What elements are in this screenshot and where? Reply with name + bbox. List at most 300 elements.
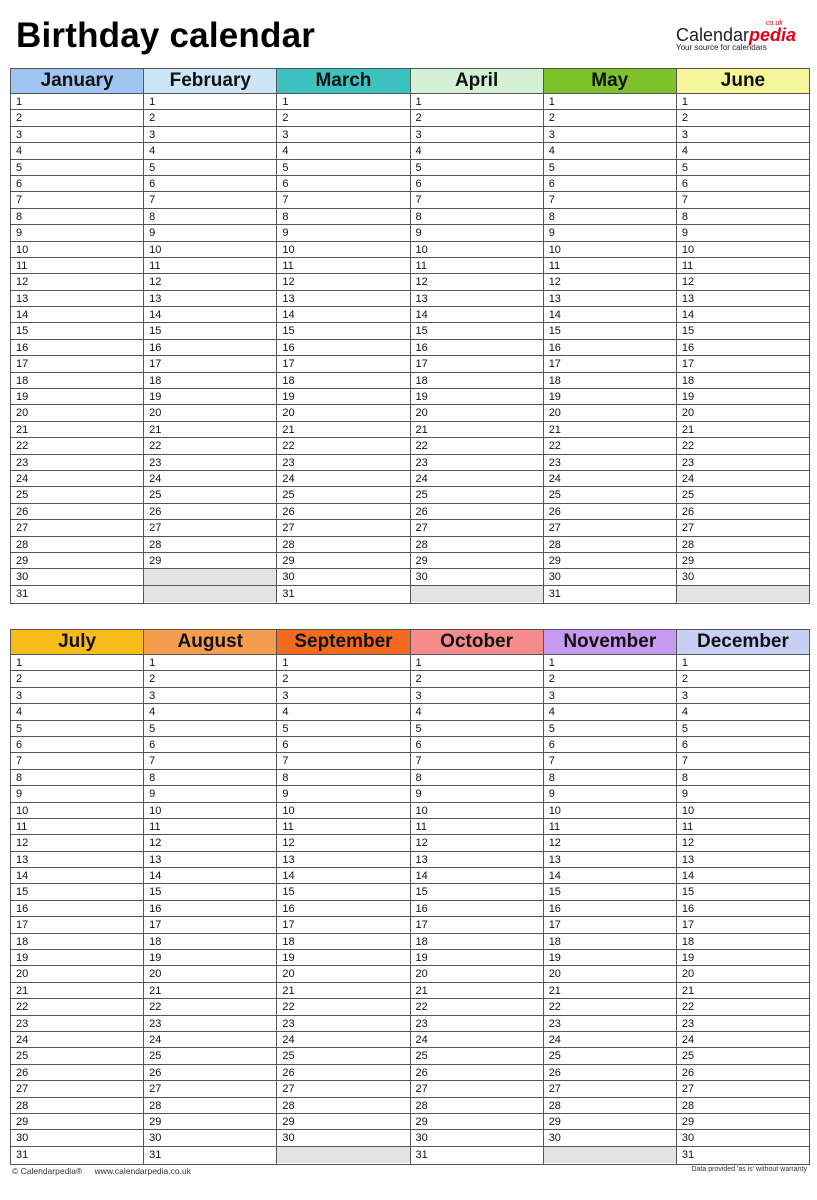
day-cell[interactable]: 13 xyxy=(11,291,143,307)
day-cell[interactable]: 16 xyxy=(411,901,543,917)
day-cell[interactable]: 16 xyxy=(544,901,676,917)
day-cell[interactable]: 2 xyxy=(677,671,809,687)
day-cell[interactable]: 18 xyxy=(277,934,409,950)
day-cell[interactable]: 29 xyxy=(544,553,676,569)
day-cell[interactable]: 12 xyxy=(411,835,543,851)
day-cell[interactable]: 12 xyxy=(11,835,143,851)
day-cell[interactable]: 23 xyxy=(144,1016,276,1032)
day-cell[interactable]: 9 xyxy=(677,225,809,241)
day-cell[interactable]: 15 xyxy=(677,884,809,900)
day-cell[interactable]: 31 xyxy=(16,587,29,600)
day-cell[interactable]: 11 xyxy=(677,819,809,835)
day-cell[interactable]: 5 xyxy=(411,721,543,737)
day-cell[interactable]: 20 xyxy=(277,966,409,982)
day-cell[interactable]: 1 xyxy=(544,94,676,110)
day-cell[interactable]: 29 xyxy=(544,1114,676,1130)
day-cell[interactable]: 26 xyxy=(11,504,143,520)
day-cell[interactable]: 7 xyxy=(11,753,143,769)
day-cell[interactable]: 30 xyxy=(411,569,543,585)
day-cell[interactable]: 16 xyxy=(411,340,543,356)
day-cell[interactable]: 5 xyxy=(144,160,276,176)
day-cell[interactable]: 26 xyxy=(144,504,276,520)
day-cell[interactable]: 17 xyxy=(677,917,809,933)
day-cell[interactable]: 12 xyxy=(677,274,809,290)
day-cell[interactable]: 25 xyxy=(411,1048,543,1064)
day-cell[interactable]: 15 xyxy=(411,884,543,900)
day-cell[interactable]: 28 xyxy=(411,1098,543,1114)
day-cell[interactable]: 23 xyxy=(411,1016,543,1032)
day-cell[interactable]: 9 xyxy=(277,225,409,241)
day-cell[interactable]: 1 xyxy=(544,655,676,671)
day-cell[interactable]: 19 xyxy=(11,950,143,966)
day-cell[interactable]: 9 xyxy=(544,225,676,241)
day-cell[interactable]: 18 xyxy=(677,934,809,950)
day-cell[interactable]: 5 xyxy=(411,160,543,176)
day-cell[interactable]: 30 xyxy=(144,1130,276,1146)
day-cell[interactable]: 19 xyxy=(544,950,676,966)
day-cell[interactable]: 28 xyxy=(544,1098,676,1114)
day-cell[interactable]: 28 xyxy=(277,1098,409,1114)
day-cell[interactable]: 13 xyxy=(544,852,676,868)
day-cell[interactable]: 29 xyxy=(11,553,143,569)
day-cell[interactable]: 6 xyxy=(544,737,676,753)
footer-website-link[interactable]: www.calendarpedia.co.uk xyxy=(94,1166,191,1176)
day-cell[interactable]: 30 xyxy=(277,569,409,585)
day-cell[interactable]: 3 xyxy=(11,688,143,704)
day-cell[interactable]: 6 xyxy=(544,176,676,192)
day-cell[interactable]: 19 xyxy=(144,950,276,966)
day-cell[interactable]: 14 xyxy=(411,868,543,884)
day-cell[interactable]: 31 xyxy=(415,1148,428,1161)
day-cell[interactable]: 17 xyxy=(144,917,276,933)
day-cell[interactable]: 17 xyxy=(544,917,676,933)
day-cell[interactable]: 11 xyxy=(277,819,409,835)
day-cell[interactable]: 24 xyxy=(411,471,543,487)
day-cell[interactable]: 16 xyxy=(277,901,409,917)
day-cell[interactable]: 7 xyxy=(411,753,543,769)
day-cell[interactable]: 9 xyxy=(144,225,276,241)
day-cell[interactable]: 21 xyxy=(544,422,676,438)
day-cell[interactable]: 20 xyxy=(544,405,676,421)
day-cell[interactable]: 18 xyxy=(11,934,143,950)
day-cell[interactable]: 1 xyxy=(677,94,809,110)
day-cell[interactable]: 27 xyxy=(677,1081,809,1097)
day-cell[interactable]: 15 xyxy=(144,884,276,900)
day-cell[interactable]: 26 xyxy=(411,1065,543,1081)
day-cell[interactable]: 24 xyxy=(11,1032,143,1048)
day-cell[interactable]: 31 xyxy=(16,1148,29,1161)
day-cell[interactable]: 4 xyxy=(677,143,809,159)
day-cell[interactable]: 25 xyxy=(677,487,809,503)
day-cell[interactable]: 3 xyxy=(411,688,543,704)
day-cell[interactable]: 16 xyxy=(144,901,276,917)
day-cell[interactable]: 28 xyxy=(144,537,276,553)
day-cell[interactable]: 16 xyxy=(544,340,676,356)
day-cell[interactable]: 19 xyxy=(544,389,676,405)
day-cell[interactable]: 20 xyxy=(677,405,809,421)
day-cell[interactable]: 12 xyxy=(677,835,809,851)
day-cell[interactable]: 22 xyxy=(544,999,676,1015)
day-cell[interactable]: 3 xyxy=(277,127,409,143)
day-cell[interactable]: 24 xyxy=(277,1032,409,1048)
day-cell[interactable]: 21 xyxy=(411,983,543,999)
day-cell[interactable]: 8 xyxy=(411,209,543,225)
day-cell[interactable]: 1 xyxy=(277,94,409,110)
day-cell[interactable]: 8 xyxy=(544,770,676,786)
day-cell[interactable]: 13 xyxy=(277,852,409,868)
day-cell[interactable]: 16 xyxy=(11,901,143,917)
day-cell[interactable]: 10 xyxy=(144,242,276,258)
day-cell[interactable]: 21 xyxy=(277,422,409,438)
day-cell[interactable]: 12 xyxy=(11,274,143,290)
day-cell[interactable]: 21 xyxy=(677,983,809,999)
day-cell[interactable]: 5 xyxy=(677,160,809,176)
day-cell[interactable]: 13 xyxy=(411,291,543,307)
day-cell[interactable]: 8 xyxy=(144,209,276,225)
day-cell[interactable]: 18 xyxy=(144,373,276,389)
day-cell[interactable]: 21 xyxy=(544,983,676,999)
day-cell[interactable]: 20 xyxy=(411,966,543,982)
day-cell[interactable]: 2 xyxy=(677,110,809,126)
day-cell[interactable]: 7 xyxy=(277,753,409,769)
day-cell[interactable]: 4 xyxy=(11,704,143,720)
day-cell[interactable]: 23 xyxy=(544,1016,676,1032)
day-cell[interactable]: 25 xyxy=(544,1048,676,1064)
day-cell[interactable]: 16 xyxy=(677,901,809,917)
day-cell[interactable]: 1 xyxy=(411,655,543,671)
day-cell[interactable]: 17 xyxy=(11,917,143,933)
day-cell[interactable]: 12 xyxy=(411,274,543,290)
day-cell[interactable]: 25 xyxy=(544,487,676,503)
day-cell[interactable]: 28 xyxy=(11,1098,143,1114)
day-cell[interactable]: 4 xyxy=(11,143,143,159)
day-cell[interactable]: 26 xyxy=(11,1065,143,1081)
day-cell[interactable]: 2 xyxy=(544,671,676,687)
day-cell[interactable]: 9 xyxy=(277,786,409,802)
day-cell[interactable]: 8 xyxy=(677,209,809,225)
day-cell[interactable]: 29 xyxy=(677,1114,809,1130)
day-cell[interactable]: 22 xyxy=(544,438,676,454)
day-cell[interactable]: 30 xyxy=(544,1130,676,1146)
day-cell[interactable]: 13 xyxy=(677,852,809,868)
day-cell[interactable]: 22 xyxy=(277,438,409,454)
day-cell[interactable]: 23 xyxy=(677,455,809,471)
day-cell[interactable]: 11 xyxy=(11,258,143,274)
day-cell[interactable]: 24 xyxy=(677,1032,809,1048)
day-cell[interactable]: 11 xyxy=(411,258,543,274)
day-cell[interactable]: 15 xyxy=(144,323,276,339)
day-cell[interactable]: 15 xyxy=(11,323,143,339)
day-cell[interactable]: 24 xyxy=(544,471,676,487)
day-cell[interactable]: 29 xyxy=(677,553,809,569)
day-cell[interactable]: 18 xyxy=(411,373,543,389)
day-cell[interactable]: 24 xyxy=(677,471,809,487)
day-cell[interactable]: 28 xyxy=(677,537,809,553)
day-cell[interactable]: 29 xyxy=(411,1114,543,1130)
day-cell[interactable]: 21 xyxy=(677,422,809,438)
day-cell[interactable]: 18 xyxy=(411,934,543,950)
day-cell[interactable]: 2 xyxy=(277,110,409,126)
day-cell[interactable]: 10 xyxy=(277,242,409,258)
day-cell[interactable]: 25 xyxy=(144,487,276,503)
day-cell[interactable]: 31 xyxy=(282,587,295,600)
day-cell[interactable]: 19 xyxy=(277,950,409,966)
day-cell[interactable]: 5 xyxy=(144,721,276,737)
day-cell[interactable]: 12 xyxy=(144,274,276,290)
day-cell[interactable]: 30 xyxy=(11,1130,143,1146)
day-cell[interactable]: 9 xyxy=(11,786,143,802)
day-cell[interactable]: 17 xyxy=(11,356,143,372)
day-cell[interactable]: 26 xyxy=(677,1065,809,1081)
day-cell[interactable]: 4 xyxy=(411,704,543,720)
day-cell[interactable]: 30 xyxy=(11,569,143,585)
day-cell[interactable]: 10 xyxy=(544,803,676,819)
day-cell[interactable]: 3 xyxy=(544,688,676,704)
day-cell[interactable]: 2 xyxy=(11,110,143,126)
day-cell[interactable]: 10 xyxy=(411,803,543,819)
day-cell[interactable]: 2 xyxy=(544,110,676,126)
day-cell[interactable]: 29 xyxy=(11,1114,143,1130)
day-cell[interactable]: 8 xyxy=(144,770,276,786)
day-cell[interactable]: 2 xyxy=(411,110,543,126)
day-cell[interactable]: 30 xyxy=(411,1130,543,1146)
day-cell[interactable]: 3 xyxy=(677,127,809,143)
day-cell[interactable]: 16 xyxy=(144,340,276,356)
day-cell[interactable]: 27 xyxy=(11,1081,143,1097)
day-cell[interactable]: 21 xyxy=(144,983,276,999)
day-cell[interactable]: 30 xyxy=(544,569,676,585)
day-cell[interactable]: 3 xyxy=(544,127,676,143)
day-cell[interactable]: 23 xyxy=(544,455,676,471)
day-cell[interactable]: 7 xyxy=(144,192,276,208)
day-cell[interactable]: 31 xyxy=(548,587,561,600)
day-cell[interactable]: 5 xyxy=(277,160,409,176)
day-cell[interactable]: 27 xyxy=(677,520,809,536)
day-cell[interactable]: 20 xyxy=(11,966,143,982)
day-cell[interactable]: 23 xyxy=(277,1016,409,1032)
day-cell[interactable]: 26 xyxy=(277,504,409,520)
day-cell[interactable]: 7 xyxy=(544,753,676,769)
day-cell[interactable]: 14 xyxy=(144,307,276,323)
day-cell[interactable]: 25 xyxy=(11,1048,143,1064)
day-cell[interactable]: 21 xyxy=(411,422,543,438)
day-cell[interactable]: 6 xyxy=(677,176,809,192)
day-cell[interactable]: 29 xyxy=(277,1114,409,1130)
day-cell[interactable]: 24 xyxy=(277,471,409,487)
day-cell[interactable]: 27 xyxy=(411,520,543,536)
day-cell[interactable]: 4 xyxy=(277,704,409,720)
day-cell[interactable]: 31 xyxy=(681,1148,695,1161)
day-cell[interactable]: 4 xyxy=(144,704,276,720)
day-cell[interactable]: 26 xyxy=(411,504,543,520)
day-cell[interactable]: 17 xyxy=(411,356,543,372)
day-cell[interactable]: 20 xyxy=(677,966,809,982)
day-cell[interactable]: 25 xyxy=(277,1048,409,1064)
day-cell[interactable]: 7 xyxy=(544,192,676,208)
day-cell[interactable]: 22 xyxy=(144,438,276,454)
day-cell[interactable]: 27 xyxy=(411,1081,543,1097)
day-cell[interactable]: 17 xyxy=(411,917,543,933)
day-cell[interactable]: 9 xyxy=(411,225,543,241)
day-cell[interactable]: 2 xyxy=(277,671,409,687)
day-cell[interactable]: 5 xyxy=(544,721,676,737)
day-cell[interactable]: 15 xyxy=(277,884,409,900)
day-cell[interactable]: 28 xyxy=(677,1098,809,1114)
day-cell[interactable]: 8 xyxy=(277,209,409,225)
day-cell[interactable]: 10 xyxy=(411,242,543,258)
day-cell[interactable]: 23 xyxy=(11,1016,143,1032)
day-cell[interactable]: 8 xyxy=(411,770,543,786)
day-cell[interactable]: 29 xyxy=(144,1114,276,1130)
day-cell[interactable]: 27 xyxy=(277,1081,409,1097)
day-cell[interactable]: 7 xyxy=(144,753,276,769)
day-cell[interactable]: 17 xyxy=(677,356,809,372)
day-cell[interactable]: 12 xyxy=(144,835,276,851)
day-cell[interactable]: 11 xyxy=(144,819,276,835)
day-cell[interactable]: 27 xyxy=(144,520,276,536)
day-cell[interactable]: 23 xyxy=(11,455,143,471)
day-cell[interactable]: 1 xyxy=(11,94,143,110)
day-cell[interactable]: 7 xyxy=(277,192,409,208)
day-cell[interactable]: 21 xyxy=(144,422,276,438)
day-cell[interactable]: 24 xyxy=(411,1032,543,1048)
day-cell[interactable]: 24 xyxy=(144,471,276,487)
day-cell[interactable]: 25 xyxy=(11,487,143,503)
day-cell[interactable]: 9 xyxy=(11,225,143,241)
day-cell[interactable]: 26 xyxy=(277,1065,409,1081)
day-cell[interactable]: 18 xyxy=(544,934,676,950)
day-cell[interactable]: 1 xyxy=(144,94,276,110)
day-cell[interactable]: 1 xyxy=(411,94,543,110)
day-cell[interactable]: 24 xyxy=(144,1032,276,1048)
day-cell[interactable]: 16 xyxy=(277,340,409,356)
day-cell[interactable]: 12 xyxy=(544,835,676,851)
day-cell[interactable]: 27 xyxy=(544,1081,676,1097)
day-cell[interactable]: 1 xyxy=(677,655,809,671)
day-cell[interactable]: 11 xyxy=(677,258,809,274)
day-cell[interactable]: 7 xyxy=(677,753,809,769)
day-cell[interactable]: 19 xyxy=(411,950,543,966)
day-cell[interactable]: 11 xyxy=(144,258,276,274)
day-cell[interactable]: 15 xyxy=(411,323,543,339)
day-cell[interactable]: 4 xyxy=(677,704,809,720)
day-cell[interactable]: 14 xyxy=(677,868,809,884)
day-cell[interactable]: 14 xyxy=(544,307,676,323)
day-cell[interactable]: 12 xyxy=(277,274,409,290)
day-cell[interactable]: 6 xyxy=(411,737,543,753)
day-cell[interactable]: 18 xyxy=(11,373,143,389)
day-cell[interactable]: 24 xyxy=(544,1032,676,1048)
day-cell[interactable]: 1 xyxy=(144,655,276,671)
day-cell[interactable]: 23 xyxy=(411,455,543,471)
day-cell[interactable]: 5 xyxy=(277,721,409,737)
day-cell[interactable]: 6 xyxy=(277,176,409,192)
day-cell[interactable]: 2 xyxy=(144,110,276,126)
day-cell[interactable]: 13 xyxy=(411,852,543,868)
day-cell[interactable]: 11 xyxy=(11,819,143,835)
day-cell[interactable]: 17 xyxy=(544,356,676,372)
day-cell[interactable]: 23 xyxy=(677,1016,809,1032)
day-cell[interactable]: 22 xyxy=(144,999,276,1015)
day-cell[interactable]: 25 xyxy=(277,487,409,503)
day-cell[interactable]: 14 xyxy=(544,868,676,884)
day-cell[interactable]: 2 xyxy=(11,671,143,687)
day-cell[interactable]: 4 xyxy=(411,143,543,159)
day-cell[interactable]: 27 xyxy=(544,520,676,536)
day-cell[interactable]: 6 xyxy=(677,737,809,753)
day-cell[interactable]: 13 xyxy=(544,291,676,307)
day-cell[interactable]: 9 xyxy=(544,786,676,802)
day-cell[interactable]: 22 xyxy=(677,438,809,454)
day-cell[interactable]: 25 xyxy=(677,1048,809,1064)
day-cell[interactable]: 14 xyxy=(11,868,143,884)
day-cell[interactable]: 2 xyxy=(144,671,276,687)
day-cell[interactable]: 13 xyxy=(277,291,409,307)
day-cell[interactable]: 23 xyxy=(144,455,276,471)
day-cell[interactable]: 14 xyxy=(277,868,409,884)
day-cell[interactable]: 14 xyxy=(411,307,543,323)
day-cell[interactable]: 28 xyxy=(11,537,143,553)
day-cell[interactable]: 22 xyxy=(11,438,143,454)
day-cell[interactable]: 21 xyxy=(11,422,143,438)
day-cell[interactable]: 27 xyxy=(144,1081,276,1097)
day-cell[interactable]: 11 xyxy=(411,819,543,835)
day-cell[interactable]: 15 xyxy=(544,323,676,339)
day-cell[interactable]: 9 xyxy=(677,786,809,802)
day-cell[interactable]: 26 xyxy=(677,504,809,520)
day-cell[interactable]: 30 xyxy=(677,1130,809,1146)
day-cell[interactable]: 22 xyxy=(677,999,809,1015)
day-cell[interactable]: 6 xyxy=(277,737,409,753)
day-cell[interactable]: 10 xyxy=(677,803,809,819)
day-cell[interactable]: 5 xyxy=(544,160,676,176)
day-cell[interactable]: 17 xyxy=(144,356,276,372)
day-cell[interactable]: 20 xyxy=(144,966,276,982)
day-cell[interactable]: 1 xyxy=(277,655,409,671)
day-cell[interactable]: 26 xyxy=(144,1065,276,1081)
day-cell[interactable]: 13 xyxy=(677,291,809,307)
day-cell[interactable]: 22 xyxy=(277,999,409,1015)
day-cell[interactable]: 19 xyxy=(144,389,276,405)
day-cell[interactable]: 4 xyxy=(544,704,676,720)
day-cell[interactable]: 26 xyxy=(544,504,676,520)
day-cell[interactable]: 14 xyxy=(144,868,276,884)
day-cell[interactable]: 19 xyxy=(11,389,143,405)
day-cell[interactable]: 18 xyxy=(544,373,676,389)
day-cell[interactable]: 15 xyxy=(544,884,676,900)
day-cell[interactable]: 8 xyxy=(677,770,809,786)
day-cell[interactable]: 17 xyxy=(277,917,409,933)
day-cell[interactable]: 3 xyxy=(144,127,276,143)
day-cell[interactable]: 17 xyxy=(277,356,409,372)
day-cell[interactable]: 10 xyxy=(544,242,676,258)
day-cell[interactable]: 14 xyxy=(677,307,809,323)
day-cell[interactable]: 30 xyxy=(277,1130,409,1146)
day-cell[interactable]: 11 xyxy=(544,819,676,835)
day-cell[interactable]: 18 xyxy=(144,934,276,950)
day-cell[interactable]: 19 xyxy=(677,950,809,966)
day-cell[interactable]: 14 xyxy=(11,307,143,323)
day-cell[interactable]: 20 xyxy=(277,405,409,421)
day-cell[interactable]: 10 xyxy=(11,242,143,258)
day-cell[interactable]: 7 xyxy=(411,192,543,208)
day-cell[interactable]: 8 xyxy=(11,770,143,786)
day-cell[interactable]: 6 xyxy=(144,737,276,753)
day-cell[interactable]: 3 xyxy=(277,688,409,704)
day-cell[interactable]: 19 xyxy=(677,389,809,405)
day-cell[interactable]: 14 xyxy=(277,307,409,323)
day-cell[interactable]: 31 xyxy=(149,1148,162,1161)
